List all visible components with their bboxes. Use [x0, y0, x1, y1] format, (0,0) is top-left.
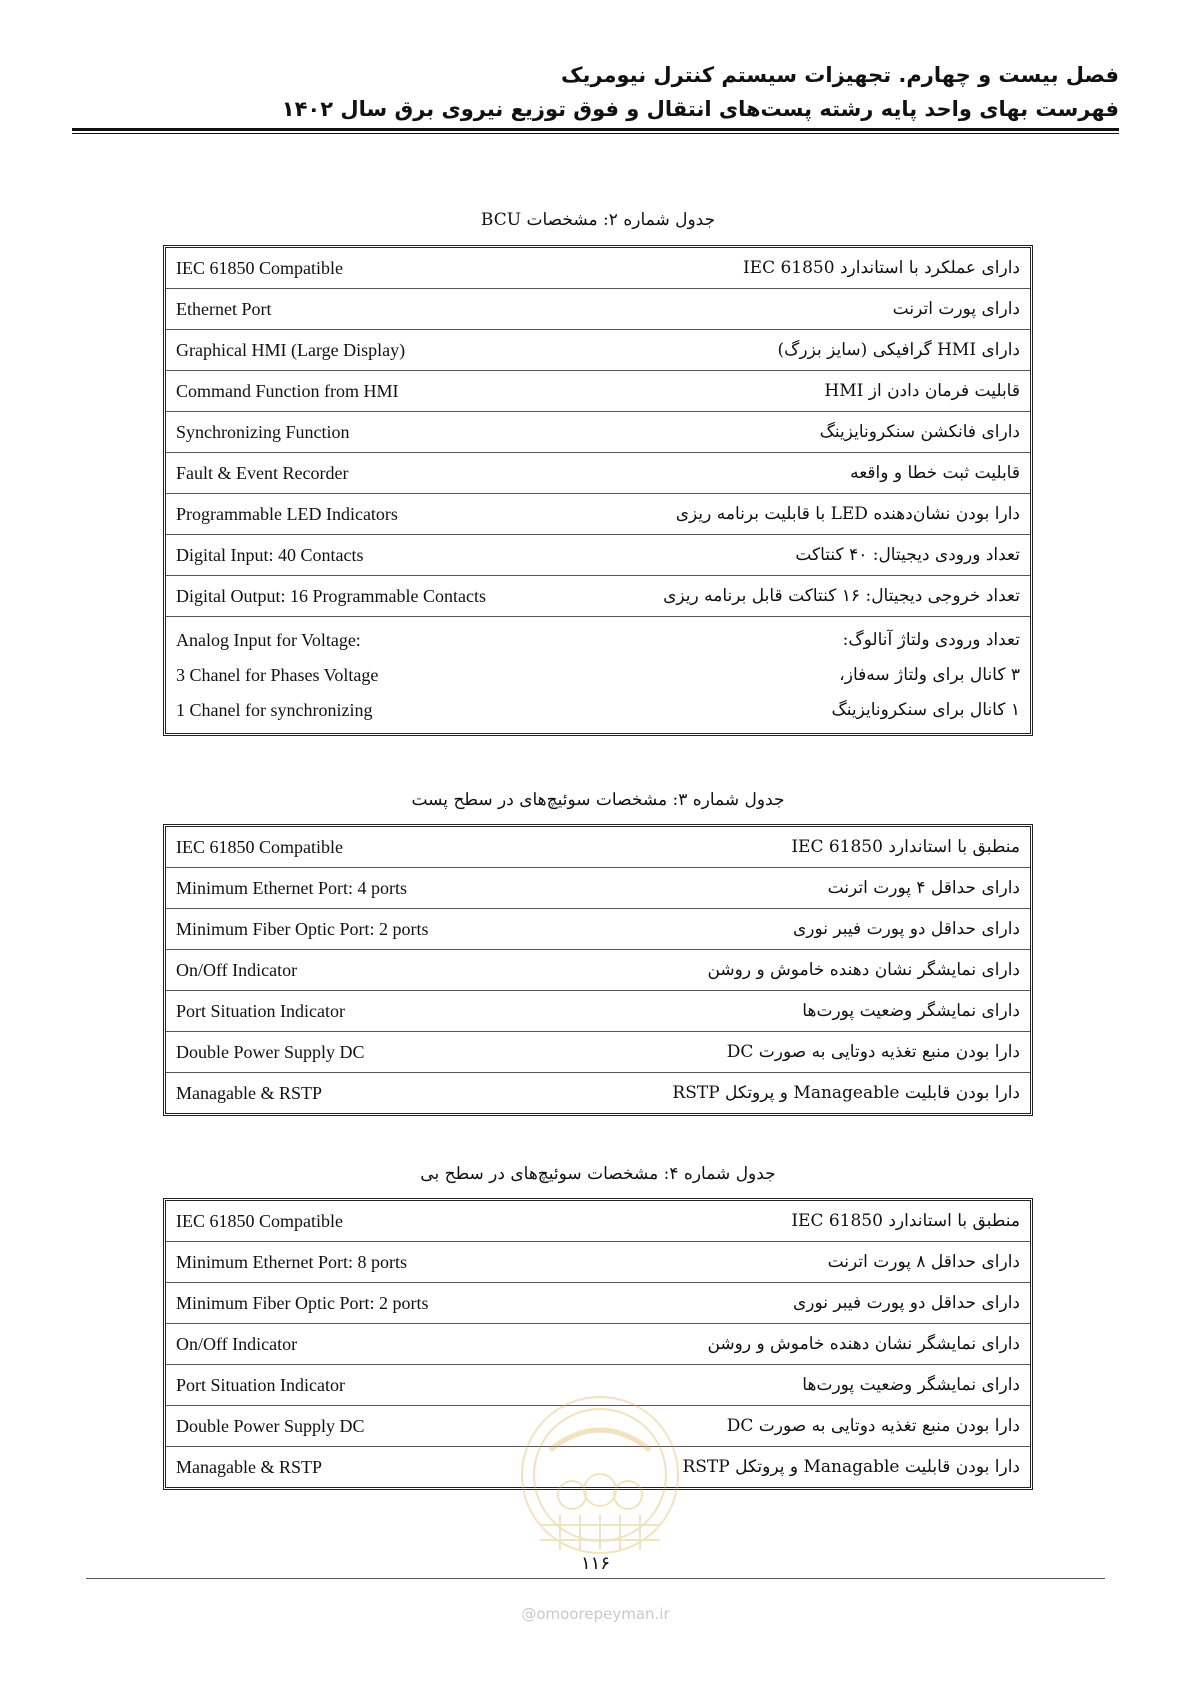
footer-divider: [86, 1578, 1105, 1579]
spec-fa: تعداد ورودی دیجیتال: ۴۰ کنتاکت: [572, 535, 1030, 576]
spec-en-line: 1 Chanel for synchronizing: [176, 699, 373, 720]
spec-fa-line: تعداد ورودی ولتاژ آنالوگ:: [842, 629, 1020, 650]
table-row: [166, 371, 1030, 412]
watermark-url: @omoorepeyman.ir: [521, 1605, 670, 1623]
table2-caption: جدول شماره ۲: مشخصات BCU: [480, 210, 716, 230]
watermark-seal-icon: [510, 1380, 690, 1580]
spec-en: Port Situation Indicator: [166, 991, 572, 1032]
table-row: [166, 453, 1030, 494]
spec-fa: دارا بودن منبع تغذیه دوتایی به صورت DC: [572, 1406, 1030, 1447]
table-row: [166, 1242, 1030, 1283]
spec-fa: دارای حداقل ۴ پورت اترنت: [572, 868, 1030, 909]
table-row: [166, 289, 1030, 330]
spec-en: On/Off Indicator: [166, 950, 572, 991]
spec-en: Double Power Supply DC: [166, 1406, 572, 1447]
page-number: ۱۱۶: [580, 1553, 610, 1574]
table-row: [166, 617, 1030, 733]
spec-fa: دارای نمایشگر نشان دهنده خاموش و روشن: [572, 950, 1030, 991]
spec-en: Synchronizing Function: [166, 412, 572, 453]
spec-en: Minimum Ethernet Port: 4 ports: [166, 868, 572, 909]
table-row: [166, 909, 1030, 950]
table-row: [166, 535, 1030, 576]
spec-en: Fault & Event Recorder: [166, 453, 572, 494]
table-row: [166, 494, 1030, 535]
chapter-title: فصل بیست و چهارم. تجهیزات سیستم کنترل نیومریک: [561, 63, 1119, 87]
spec-fa: دارای حداقل دو پورت فیبر نوری: [572, 909, 1030, 950]
spec-en: Double Power Supply DC: [166, 1032, 572, 1073]
table-row: [166, 412, 1030, 453]
spec-fa: منطبق با استاندارد IEC 61850: [572, 827, 1030, 868]
table3-caption: جدول شماره ۳: مشخصات سوئیچ‌های در سطح پست: [411, 790, 785, 810]
spec-en: Graphical HMI (Large Display): [166, 330, 572, 371]
table-row: [166, 1201, 1030, 1242]
table-row: [166, 1073, 1030, 1113]
table-row: [166, 248, 1030, 289]
spec-fa: دارای حداقل دو پورت فیبر نوری: [572, 1283, 1030, 1324]
spec-fa: دارا بودن قابلیت Managable و پروتکل RSTP: [682, 1457, 1020, 1477]
spec-fa: منطبق با استاندارد IEC 61850: [572, 1201, 1030, 1242]
bcu-spec-table: [163, 245, 1033, 736]
spec-fa: دارا بودن منبع تغذیه دوتایی به صورت DC: [572, 1032, 1030, 1073]
spec-fa: قابلیت ثبت خطا و واقعه: [572, 453, 1030, 494]
spec-fa: تعداد خروجی دیجیتال: ۱۶ کنتاکت قابل برنامه ریزی: [572, 576, 1030, 617]
spec-en: Managable & RSTP: [176, 1082, 322, 1103]
spec-en: Minimum Ethernet Port: 8 ports: [166, 1242, 572, 1283]
spec-en: Ethernet Port: [166, 289, 572, 330]
table-row: [166, 1283, 1030, 1324]
spec-en-line: Analog Input for Voltage:: [176, 629, 361, 650]
spec-fa: دارا بودن نشان‌دهنده LED با قابلیت برنامه ریزی: [572, 494, 1030, 535]
spec-fa-line: ۱ کانال برای سنکرونایزینگ: [831, 699, 1020, 720]
spec-fa: دارای حداقل ۸ پورت اترنت: [572, 1242, 1030, 1283]
table-row: [166, 950, 1030, 991]
document-title: فهرست بهای واحد پایه رشته پست‌های انتقال و فوق توزیع نیروی برق سال ۱۴۰۲: [281, 97, 1119, 121]
spec-en: IEC 61850 Compatible: [166, 1201, 572, 1242]
spec-en: Minimum Fiber Optic Port: 2 ports: [166, 1283, 572, 1324]
table-row: [166, 330, 1030, 371]
spec-en: Command Function from HMI: [166, 371, 572, 412]
table4-caption: جدول شماره ۴: مشخصات سوئیچ‌های در سطح بی: [420, 1164, 776, 1184]
table-row: [166, 1324, 1030, 1365]
spec-fa-line: ۳ کانال برای ولتاژ سه‌فاز،: [839, 664, 1020, 685]
spec-fa: دارا بودن قابلیت Manageable و پروتکل RSTP: [672, 1083, 1020, 1103]
spec-en: Digital Output: 16 Programmable Contacts: [166, 576, 572, 617]
page-header: [72, 58, 1119, 126]
spec-en: [166, 617, 572, 733]
spec-en: Programmable LED Indicators: [166, 494, 572, 535]
spec-en: Port Situation Indicator: [166, 1365, 572, 1406]
spec-fa: دارای فانکشن سنکرونایزینگ: [572, 412, 1030, 453]
spec-fa: دارای پورت اترنت: [572, 289, 1030, 330]
spec-en: IEC 61850 Compatible: [166, 827, 572, 868]
substation-switch-spec-table: [163, 824, 1033, 1116]
spec-fa: دارای نمایشگر وضعیت پورت‌ها: [572, 1365, 1030, 1406]
header-divider: [72, 128, 1119, 134]
spec-fa: دارای نمایشگر وضعیت پورت‌ها: [572, 991, 1030, 1032]
spec-fa: دارای HMI گرافیکی (سایز بزرگ): [572, 330, 1030, 371]
spec-en: Managable & RSTP: [176, 1456, 322, 1477]
table-row: [166, 827, 1030, 868]
spec-en: On/Off Indicator: [166, 1324, 572, 1365]
spec-en: Digital Input: 40 Contacts: [166, 535, 572, 576]
spec-fa: دارای نمایشگر نشان دهنده خاموش و روشن: [572, 1324, 1030, 1365]
spec-en-line: 3 Chanel for Phases Voltage: [176, 664, 379, 685]
spec-en: IEC 61850 Compatible: [166, 248, 572, 289]
table-row: [166, 991, 1030, 1032]
table-row: [166, 576, 1030, 617]
table-row: [166, 1032, 1030, 1073]
spec-fa: [572, 617, 1030, 733]
spec-en: Minimum Fiber Optic Port: 2 ports: [166, 909, 572, 950]
spec-fa: دارای عملکرد با استاندارد IEC 61850: [572, 248, 1030, 289]
spec-fa: قابلیت فرمان دادن از HMI: [572, 371, 1030, 412]
table-row: [166, 868, 1030, 909]
